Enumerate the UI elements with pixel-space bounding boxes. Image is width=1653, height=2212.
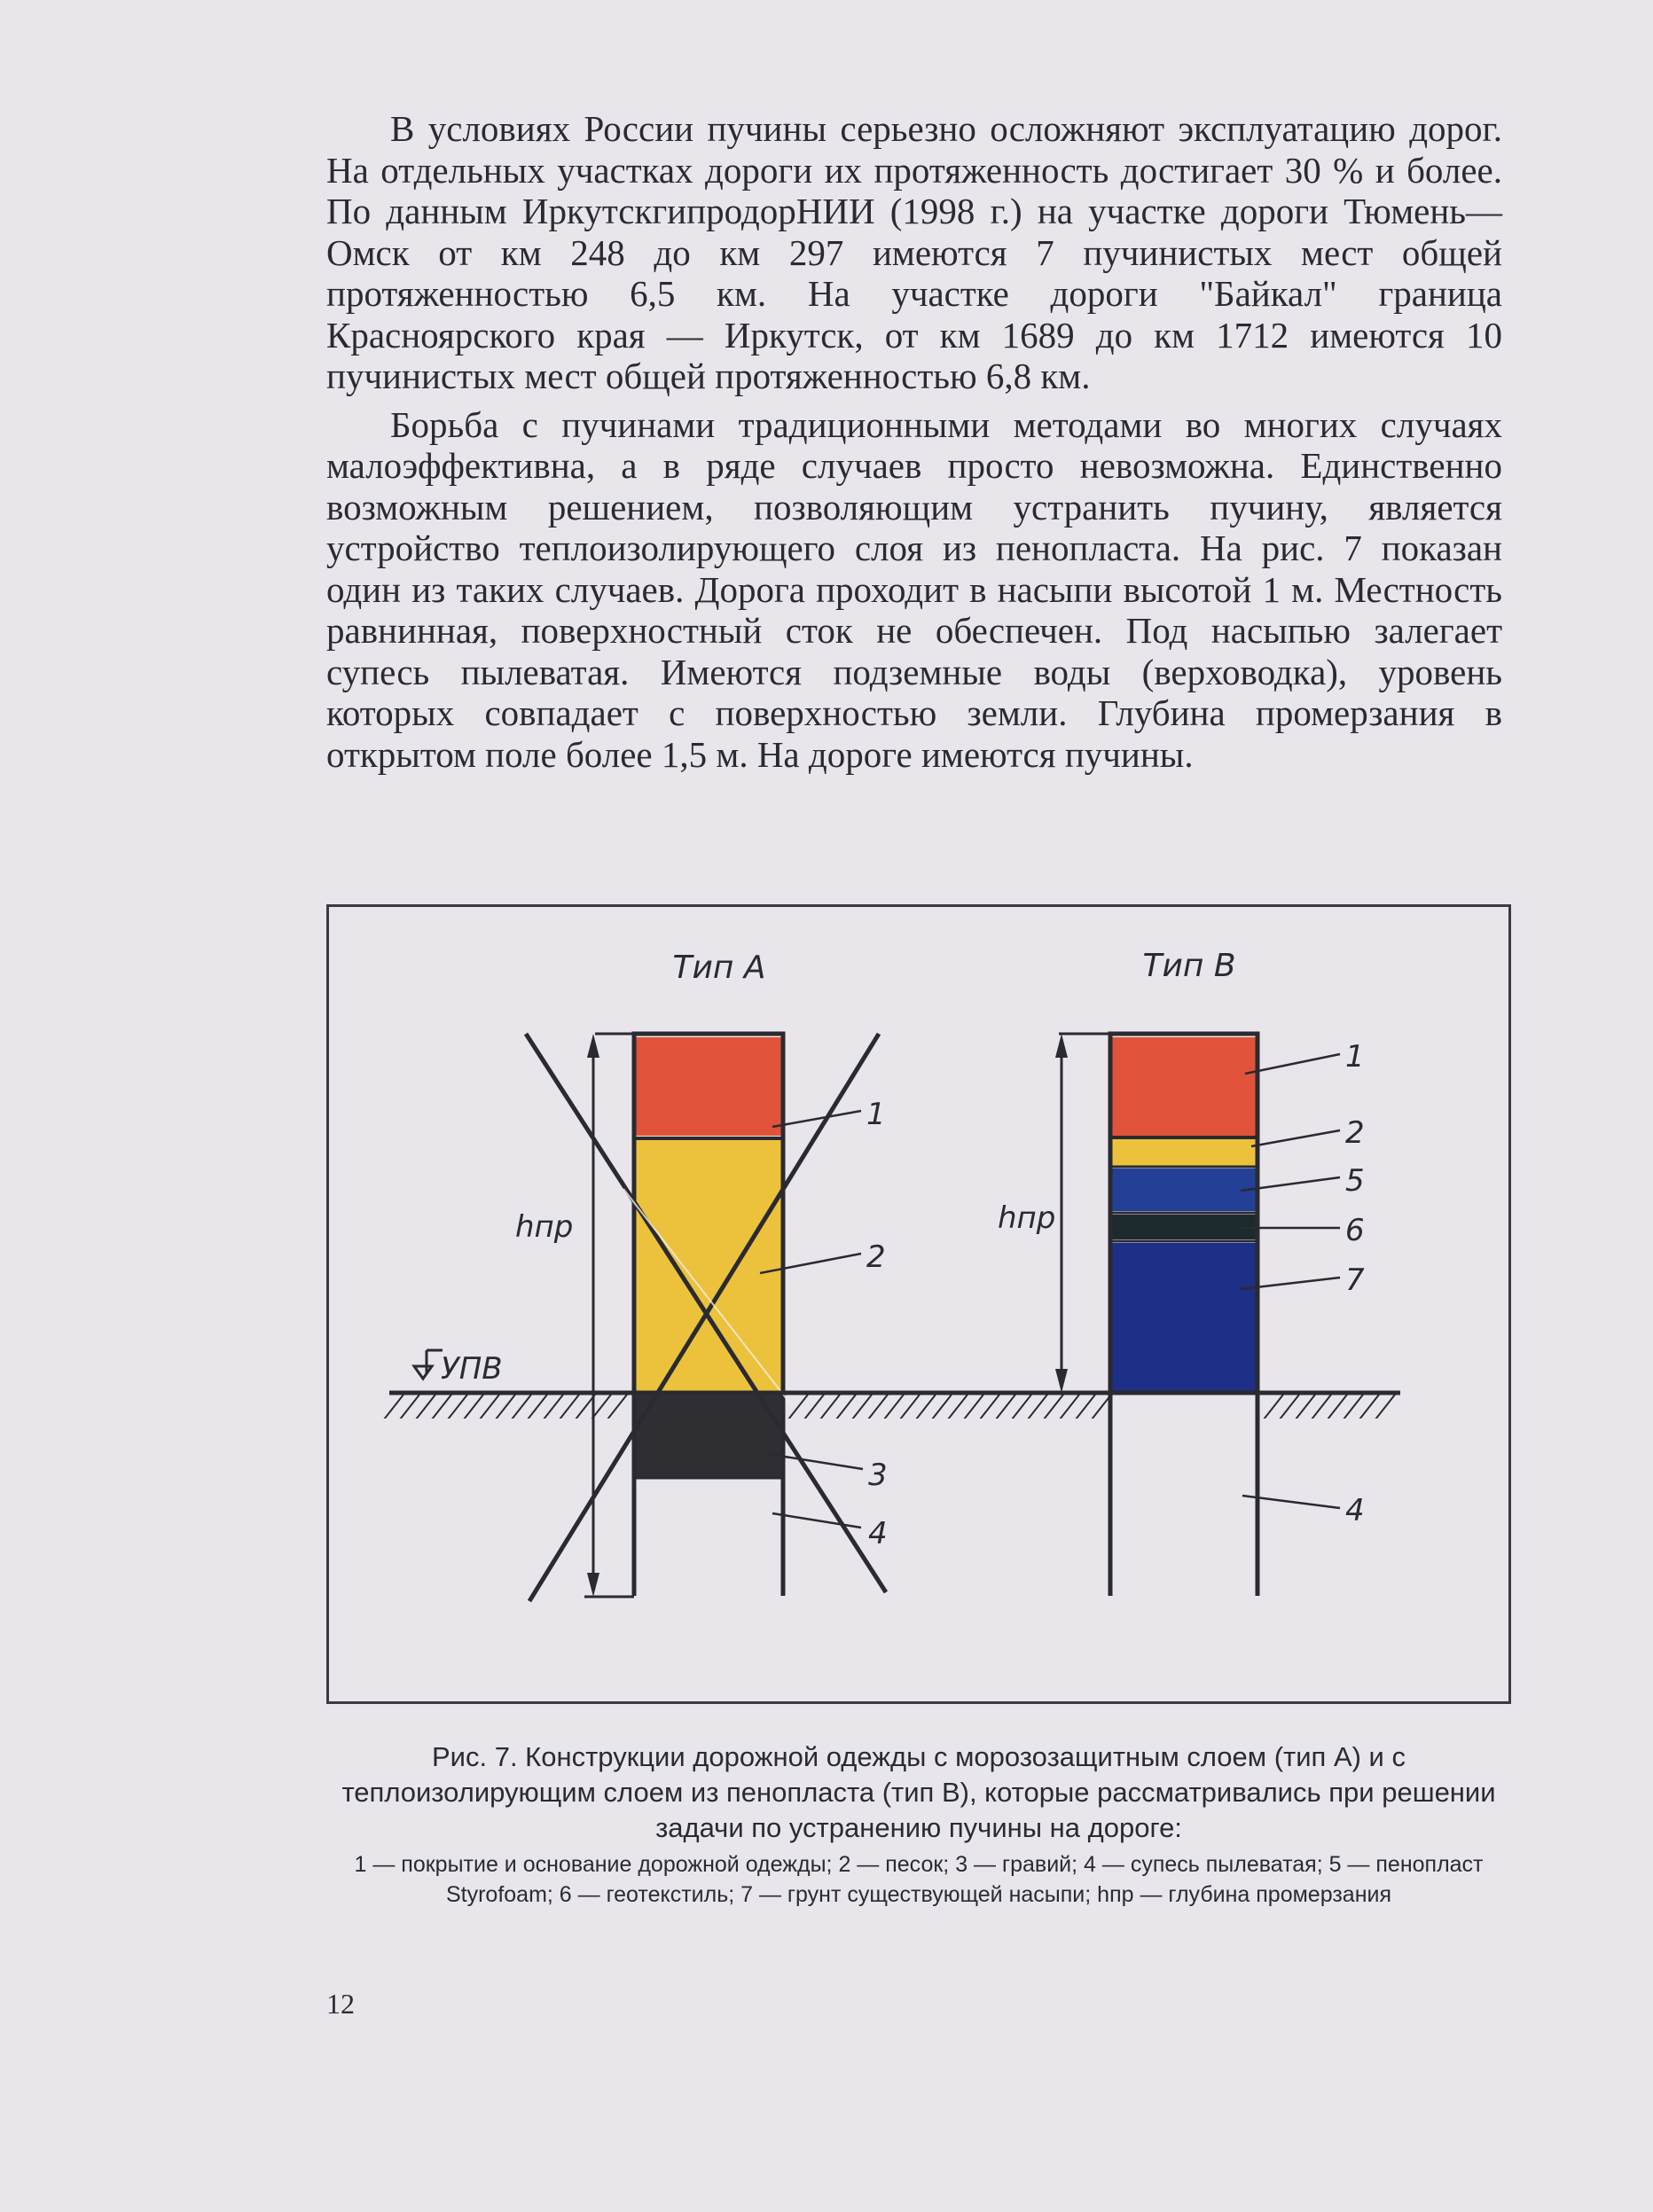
callout-b-7: 7 (1345, 1262, 1365, 1298)
layer-a-sand (634, 1140, 783, 1392)
layer-b-sand (1110, 1139, 1257, 1166)
groundwater-label: УПВ (441, 1351, 503, 1387)
callout-b-5: 5 (1345, 1163, 1365, 1199)
callout-b-6: 6 (1345, 1213, 1365, 1248)
type-a-title: Тип А (672, 950, 766, 986)
layer-b-pavement (1110, 1037, 1257, 1136)
caption-title: Рис. 7. Конструкции дорожной одежды с морозозащитным слоем (тип А) и с теплоизолирующим слоем из пенопласта (тип В), которые рассматривались при решении задачи по устранению пучины на дороге: (341, 1741, 1496, 1843)
depth-dimension-b (998, 1034, 1110, 1393)
callout-b-2: 2 (1345, 1115, 1365, 1151)
callout-a-4: 4 (868, 1516, 888, 1552)
type-b-title: Тип В (1142, 948, 1236, 984)
layer-a-pavement (634, 1037, 783, 1136)
figure-7-frame (326, 904, 1511, 1704)
road-structure-diagram (329, 907, 1514, 1707)
depth-label-b: hпр (998, 1200, 1056, 1236)
layer-b-geotextile (1110, 1215, 1257, 1239)
callout-a-2: 2 (866, 1239, 886, 1275)
page-number: 12 (326, 1988, 355, 2020)
layer-b-styrofoam (1110, 1169, 1257, 1211)
paragraph-2: Борьба с пучинами традиционными методами во многих случаях малоэффективна, а в ряде случаев просто невозможна. Единственно возможным решением, позволяющим устранить пучину, является устройство теплоизолирующего слоя из пенопласта. На рис. 7 показан один из таких случаев. Дорога проходит в насыпи высотой 1 м. Местность равнинная, поверхностный сток не обеспечен. Под насыпью залегает супесь пылеватая. Имеются подземные воды (верховодка), уровень которых совпадает с поверхностью земли. Глубина промерзания в открытом поле более 1,5 м. На дороге имеются пучины. (326, 403, 1502, 775)
callout-a-1: 1 (866, 1097, 886, 1132)
callout-b-4: 4 (1345, 1493, 1365, 1528)
callout-b-1: 1 (1345, 1039, 1365, 1075)
caption-legend: 1 — покрытие и основание дорожной одежды; 2 — песок; 3 — гравий; 4 — супесь пылеватая; 5 — пенопласт Styrofoam; 6 — геотекстиль; 7 — грунт существующей насыпи; hпр — глубина промерзания (354, 1852, 1484, 1907)
depth-label-a: hпр (515, 1209, 574, 1245)
groundwater-level-marker (414, 1350, 503, 1387)
layer-b-embankment (1110, 1243, 1257, 1392)
depth-dimension-a (515, 1034, 634, 1597)
body-text (326, 108, 1502, 782)
type-b-column (1110, 1034, 1257, 1596)
ground-surface (384, 1393, 1400, 1419)
layer-a-gravel (634, 1395, 783, 1478)
figure-caption (326, 1739, 1511, 1910)
paragraph-1: В условиях России пучины серьезно осложняют эксплуатацию дорог. На отдельных участках дороги их протяженность достигает 30 % и более. По данным ИркутскгипродорНИИ (1998 г.) на участке дороги Тюмень—Омск от км 248 до км 297 имеются 7 пучинистых мест общей протяженностью 6,5 км. На участке дороги "Байкал" граница Красноярского края — Иркутск, от км 1689 до км 1712 имеются 10 пучинистых мест общей протяженностью 6,8 км. (326, 108, 1502, 396)
callout-a-3: 3 (868, 1458, 888, 1493)
